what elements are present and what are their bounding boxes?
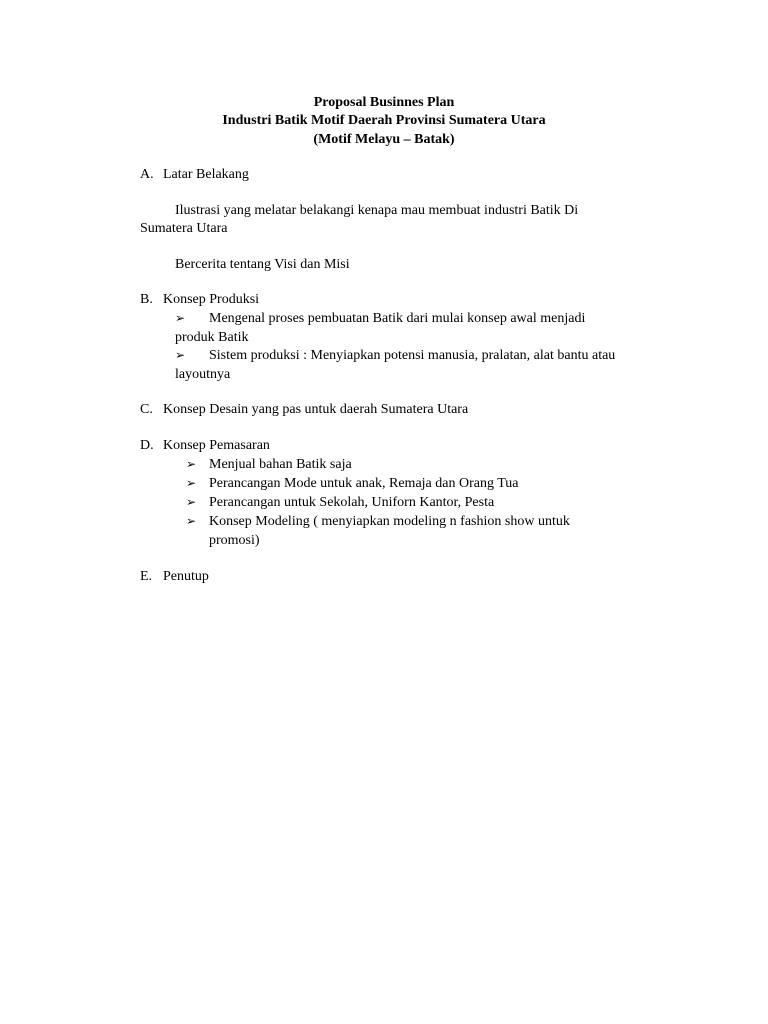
section-a-paragraph-1-line-2: Sumatera Utara bbox=[140, 221, 228, 236]
section-b-heading: Konsep Produksi bbox=[163, 292, 260, 307]
section-d-item-4-line-2: promosi) bbox=[209, 533, 260, 548]
section-a-letter: A. bbox=[140, 167, 154, 182]
bullet-arrow-icon: ➢ bbox=[175, 348, 186, 362]
section-d-letter: D. bbox=[140, 438, 154, 453]
section-d-item-1: Menjual bahan Batik saja bbox=[209, 457, 352, 472]
section-a-heading: Latar Belakang bbox=[163, 167, 249, 182]
section-a-paragraph-1-line-1: Ilustrasi yang melatar belakangi kenapa mau membuat industri Batik Di bbox=[175, 203, 579, 218]
bullet-arrow-icon: ➢ bbox=[186, 476, 197, 490]
section-d-heading: Konsep Pemasaran bbox=[163, 438, 270, 453]
section-e-heading: Penutup bbox=[163, 569, 209, 584]
section-e-letter: E. bbox=[140, 569, 153, 584]
document-subtitle-motif: (Motif Melayu – Batak) bbox=[313, 132, 455, 147]
section-b-item-2-line-1: Sistem produksi : Menyiapkan potensi manusia, pralatan, alat bantu atau bbox=[209, 348, 616, 363]
bullet-arrow-icon: ➢ bbox=[186, 457, 197, 471]
bullet-arrow-icon: ➢ bbox=[186, 514, 197, 528]
section-a-paragraph-2: Bercerita tentang Visi dan Misi bbox=[175, 257, 350, 272]
section-b-item-1-line-2: produk Batik bbox=[175, 330, 249, 345]
section-d-item-4-line-1: Konsep Modeling ( menyiapkan modeling n fashion show untuk bbox=[209, 514, 570, 529]
document-title: Proposal Businnes Plan bbox=[313, 95, 455, 110]
section-b-item-2-line-2: layoutnya bbox=[175, 367, 231, 382]
section-b-item-1-line-1: Mengenal proses pembuatan Batik dari mulai konsep awal menjadi bbox=[209, 311, 586, 326]
section-d-item-3: Perancangan untuk Sekolah, Uniforn Kantor, Pesta bbox=[209, 495, 495, 510]
section-d-item-2: Perancangan Mode untuk anak, Remaja dan Orang Tua bbox=[209, 476, 519, 491]
section-c-heading: Konsep Desain yang pas untuk daerah Sumatera Utara bbox=[163, 402, 469, 417]
bullet-arrow-icon: ➢ bbox=[175, 311, 186, 325]
bullet-arrow-icon: ➢ bbox=[186, 495, 197, 509]
document-subtitle: Industri Batik Motif Daerah Provinsi Sumatera Utara bbox=[222, 113, 546, 128]
section-c-letter: C. bbox=[140, 402, 153, 417]
section-b-letter: B. bbox=[140, 292, 153, 307]
